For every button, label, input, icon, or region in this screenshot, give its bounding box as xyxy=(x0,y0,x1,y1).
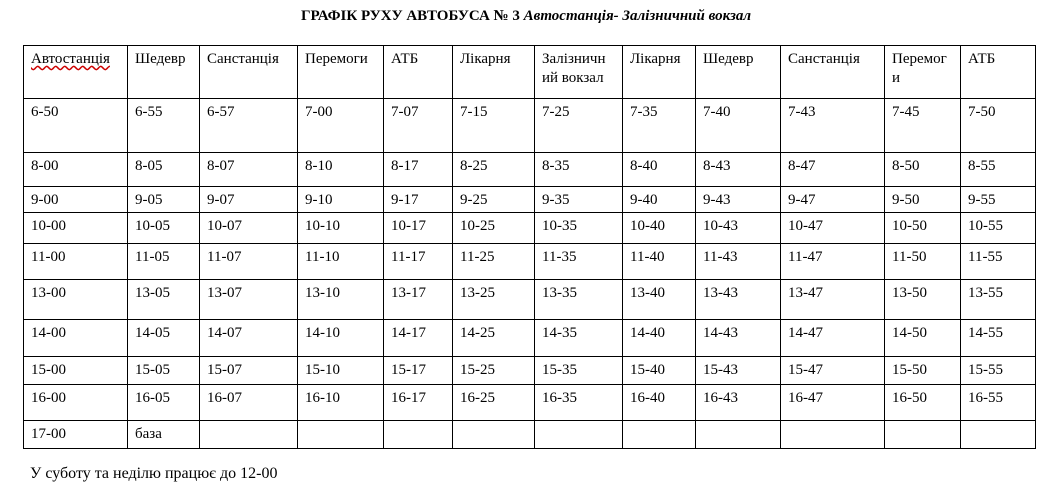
time-cell: 13-25 xyxy=(453,280,535,320)
time-cell: 13-55 xyxy=(961,280,1036,320)
time-cell: 15-07 xyxy=(200,357,298,385)
time-cell: 14-35 xyxy=(535,320,623,357)
time-cell: 8-40 xyxy=(623,153,696,187)
header-label: Лікарня xyxy=(460,51,511,67)
time-cell: 15-47 xyxy=(781,357,885,385)
time-cell: 7-35 xyxy=(623,99,696,153)
time-cell: 14-40 xyxy=(623,320,696,357)
time-cell: 10-05 xyxy=(128,213,200,244)
time-cell: 14-00 xyxy=(24,320,128,357)
time-cell: 8-05 xyxy=(128,153,200,187)
header-label: Шедевр xyxy=(135,51,186,67)
time-cell: 8-55 xyxy=(961,153,1036,187)
time-cell: 10-50 xyxy=(885,213,961,244)
header-label: АТБ xyxy=(968,51,996,67)
time-cell: 9-07 xyxy=(200,187,298,213)
time-cell: 15-35 xyxy=(535,357,623,385)
header-cell xyxy=(696,46,781,99)
table-row xyxy=(24,357,1036,385)
header-row xyxy=(24,46,1036,99)
time-cell: 14-43 xyxy=(696,320,781,357)
time-cell: 15-00 xyxy=(24,357,128,385)
time-cell: 14-25 xyxy=(453,320,535,357)
time-cell: 15-25 xyxy=(453,357,535,385)
time-cell: 16-47 xyxy=(781,385,885,421)
time-cell: 14-05 xyxy=(128,320,200,357)
table-row xyxy=(24,244,1036,280)
time-cell: 14-07 xyxy=(200,320,298,357)
time-cell: 8-47 xyxy=(781,153,885,187)
time-cell: 16-43 xyxy=(696,385,781,421)
table-row xyxy=(24,385,1036,421)
time-cell: 10-55 xyxy=(961,213,1036,244)
time-cell: 7-40 xyxy=(696,99,781,153)
time-cell: 6-55 xyxy=(128,99,200,153)
time-cell: 9-35 xyxy=(535,187,623,213)
time-cell: 8-17 xyxy=(384,153,453,187)
time-cell: 14-47 xyxy=(781,320,885,357)
time-cell: 15-43 xyxy=(696,357,781,385)
bus-schedule-table xyxy=(23,45,1036,449)
time-cell: 10-40 xyxy=(623,213,696,244)
time-cell: 16-05 xyxy=(128,385,200,421)
time-cell: 9-40 xyxy=(623,187,696,213)
header-label: Автостанція xyxy=(31,51,110,67)
time-cell: 17-00 xyxy=(24,421,128,449)
time-cell: база xyxy=(128,421,200,449)
table-row xyxy=(24,213,1036,244)
time-cell: 9-55 xyxy=(961,187,1036,213)
time-cell: 15-10 xyxy=(298,357,384,385)
header-cell xyxy=(24,46,128,99)
time-cell: 13-10 xyxy=(298,280,384,320)
header-cell xyxy=(128,46,200,99)
time-cell: 15-55 xyxy=(961,357,1036,385)
time-cell: 13-35 xyxy=(535,280,623,320)
time-cell: 7-15 xyxy=(453,99,535,153)
header-label: Лікарня xyxy=(630,51,681,67)
time-cell xyxy=(885,421,961,449)
title-schedule-text: ГРАФІК РУХУ АВТОБУСА № 3 xyxy=(300,8,520,24)
time-cell: 6-57 xyxy=(200,99,298,153)
time-cell: 8-25 xyxy=(453,153,535,187)
header-cell xyxy=(453,46,535,99)
time-cell: 11-07 xyxy=(200,244,298,280)
time-cell: 11-55 xyxy=(961,244,1036,280)
time-cell xyxy=(696,421,781,449)
time-cell: 15-50 xyxy=(885,357,961,385)
time-cell: 13-47 xyxy=(781,280,885,320)
time-cell: 10-35 xyxy=(535,213,623,244)
time-cell: 10-47 xyxy=(781,213,885,244)
time-cell: 11-43 xyxy=(696,244,781,280)
time-cell: 13-50 xyxy=(885,280,961,320)
time-cell: 16-40 xyxy=(623,385,696,421)
time-cell: 14-50 xyxy=(885,320,961,357)
time-cell: 11-50 xyxy=(885,244,961,280)
time-cell: 16-10 xyxy=(298,385,384,421)
time-cell: 7-50 xyxy=(961,99,1036,153)
time-cell: 16-25 xyxy=(453,385,535,421)
table-row xyxy=(24,187,1036,213)
time-cell: 13-40 xyxy=(623,280,696,320)
time-cell: 13-43 xyxy=(696,280,781,320)
table-row xyxy=(24,99,1036,153)
header-cell xyxy=(200,46,298,99)
time-cell: 11-10 xyxy=(298,244,384,280)
header-label: Шедевр xyxy=(703,51,754,67)
time-cell: 10-43 xyxy=(696,213,781,244)
time-cell: 9-50 xyxy=(885,187,961,213)
time-cell: 9-10 xyxy=(298,187,384,213)
time-cell: 9-17 xyxy=(384,187,453,213)
time-cell: 16-55 xyxy=(961,385,1036,421)
header-label: Перемог xyxy=(892,51,947,67)
time-cell: 16-00 xyxy=(24,385,128,421)
time-cell xyxy=(200,421,298,449)
time-cell: 11-05 xyxy=(128,244,200,280)
time-cell xyxy=(781,421,885,449)
header-cell xyxy=(535,46,623,99)
time-cell: 13-05 xyxy=(128,280,200,320)
time-cell: 7-25 xyxy=(535,99,623,153)
time-cell: 15-40 xyxy=(623,357,696,385)
time-cell: 13-00 xyxy=(24,280,128,320)
header-label: и xyxy=(892,70,901,86)
time-cell: 7-45 xyxy=(885,99,961,153)
header-cell xyxy=(384,46,453,99)
time-cell xyxy=(453,421,535,449)
time-cell: 14-17 xyxy=(384,320,453,357)
header-label: Перемоги xyxy=(305,51,368,67)
time-cell: 9-25 xyxy=(453,187,535,213)
time-cell: 8-10 xyxy=(298,153,384,187)
time-cell: 8-07 xyxy=(200,153,298,187)
time-cell xyxy=(535,421,623,449)
time-cell: 9-05 xyxy=(128,187,200,213)
time-cell: 7-43 xyxy=(781,99,885,153)
time-cell xyxy=(623,421,696,449)
time-cell: 11-25 xyxy=(453,244,535,280)
table-row xyxy=(24,421,1036,449)
time-cell: 8-50 xyxy=(885,153,961,187)
time-cell xyxy=(298,421,384,449)
time-cell: 10-07 xyxy=(200,213,298,244)
time-cell: 16-35 xyxy=(535,385,623,421)
time-cell: 9-43 xyxy=(696,187,781,213)
time-cell: 14-55 xyxy=(961,320,1036,357)
time-cell: 7-00 xyxy=(298,99,384,153)
time-cell: 9-47 xyxy=(781,187,885,213)
time-cell: 16-50 xyxy=(885,385,961,421)
header-label: АТБ xyxy=(391,51,419,67)
header-cell xyxy=(623,46,696,99)
time-cell: 8-43 xyxy=(696,153,781,187)
header-label: Санстанція xyxy=(788,51,860,67)
time-cell: 6-50 xyxy=(24,99,128,153)
time-cell: 10-00 xyxy=(24,213,128,244)
time-cell: 14-10 xyxy=(298,320,384,357)
time-cell xyxy=(384,421,453,449)
table-row xyxy=(24,280,1036,320)
schedule-body xyxy=(24,46,1036,449)
table-row xyxy=(24,320,1036,357)
time-cell xyxy=(961,421,1036,449)
time-cell: 8-00 xyxy=(24,153,128,187)
time-cell: 9-00 xyxy=(24,187,128,213)
time-cell: 15-17 xyxy=(384,357,453,385)
time-cell: 11-40 xyxy=(623,244,696,280)
header-label: Санстанція xyxy=(207,51,279,67)
table-row xyxy=(24,153,1036,187)
weekend-note: У суботу та неділю працює до 12-00 xyxy=(30,465,278,482)
header-cell xyxy=(298,46,384,99)
time-cell: 10-10 xyxy=(298,213,384,244)
header-cell xyxy=(961,46,1036,99)
time-cell: 10-25 xyxy=(453,213,535,244)
header-cell xyxy=(885,46,961,99)
time-cell: 11-00 xyxy=(24,244,128,280)
header-cell xyxy=(781,46,885,99)
time-cell: 10-17 xyxy=(384,213,453,244)
time-cell: 7-07 xyxy=(384,99,453,153)
time-cell: 16-17 xyxy=(384,385,453,421)
time-cell: 11-17 xyxy=(384,244,453,280)
time-cell: 11-35 xyxy=(535,244,623,280)
title-route-text: Автостанція- Залізничний вокзал xyxy=(519,8,752,24)
time-cell: 16-07 xyxy=(200,385,298,421)
document-title xyxy=(0,7,1052,25)
time-cell: 8-35 xyxy=(535,153,623,187)
time-cell: 13-07 xyxy=(200,280,298,320)
time-cell: 13-17 xyxy=(384,280,453,320)
time-cell: 15-05 xyxy=(128,357,200,385)
header-label: Залізничн xyxy=(542,51,606,67)
time-cell: 11-47 xyxy=(781,244,885,280)
header-label: ий вокзал xyxy=(542,70,604,86)
